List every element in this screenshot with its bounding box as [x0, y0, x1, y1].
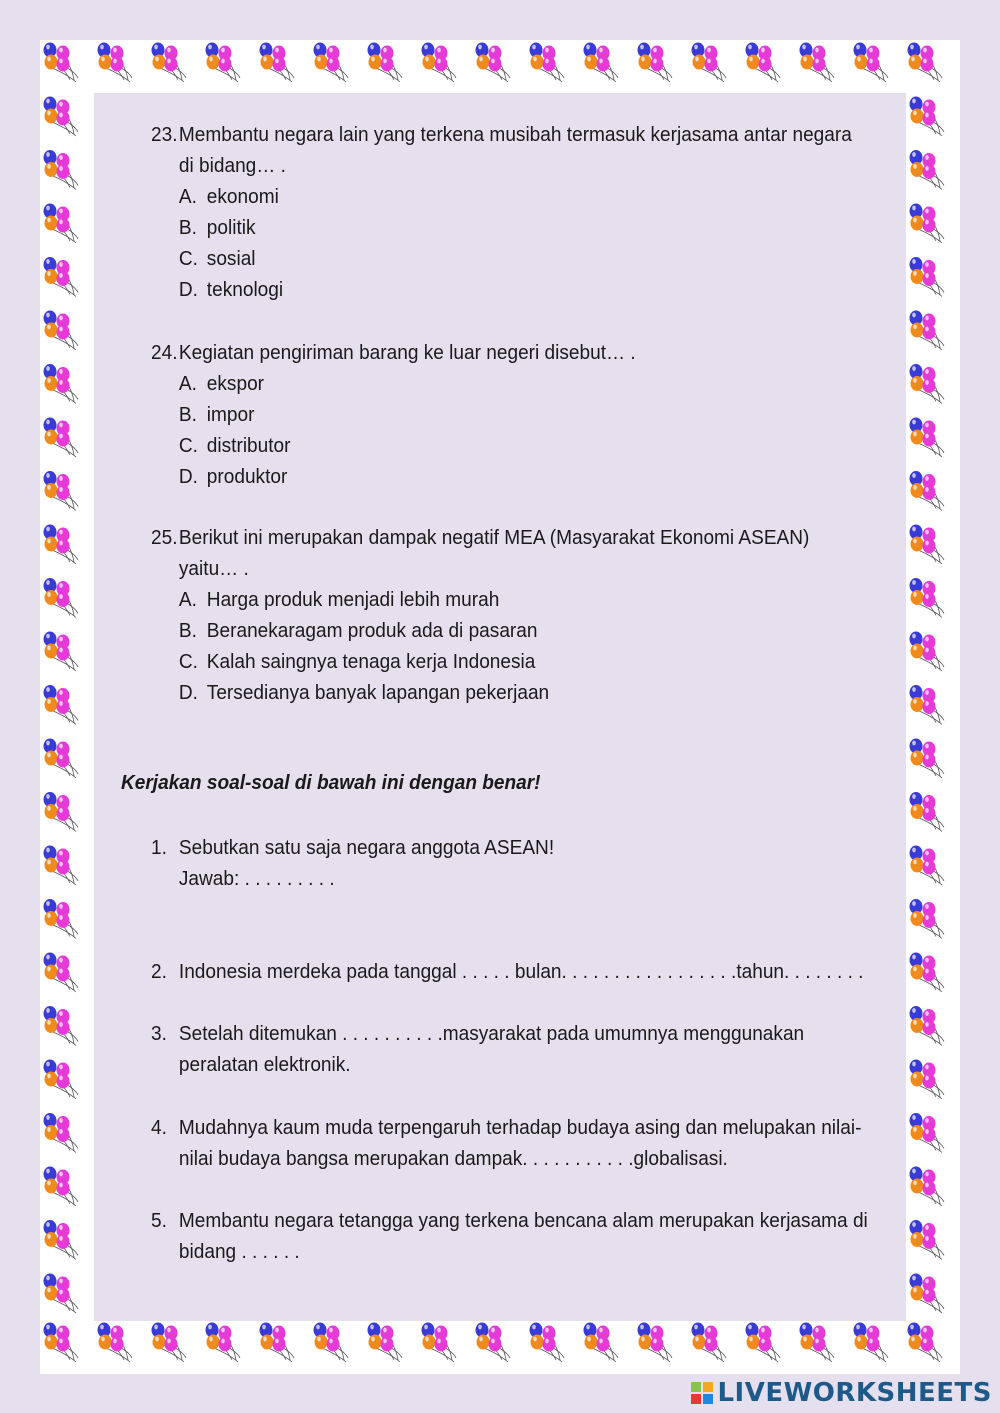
- balloon-cluster: [910, 578, 945, 618]
- balloon-cluster: [584, 43, 619, 83]
- balloon-cluster: [910, 1220, 945, 1260]
- balloon-cluster: [44, 1006, 79, 1046]
- balloon-cluster: [910, 632, 945, 672]
- question-number: 2.: [151, 960, 167, 983]
- balloon-cluster: [44, 846, 79, 886]
- question-text: di bidang… .: [178, 154, 286, 177]
- balloon-cluster: [476, 43, 511, 83]
- balloon-cluster: [800, 1323, 835, 1363]
- balloon-cluster: [746, 1323, 781, 1363]
- balloon-cluster: [44, 204, 79, 244]
- question-number: 3.: [151, 1022, 167, 1045]
- balloon-cluster: [98, 43, 133, 83]
- balloon-cluster: [314, 43, 349, 83]
- balloon-cluster: [44, 632, 79, 672]
- option-a[interactable]: A. ekonomi: [178, 185, 279, 208]
- balloon-cluster: [530, 1323, 565, 1363]
- balloon-cluster: [206, 1323, 241, 1363]
- balloon-cluster: [44, 685, 79, 725]
- balloon-cluster: [638, 1323, 673, 1363]
- balloon-cluster: [314, 1323, 349, 1363]
- balloon-cluster: [44, 471, 79, 511]
- question-number: 25.: [151, 526, 178, 549]
- question-text: Membantu negara lain yang terkena musibah termasuk kerjasama antar negara: [178, 123, 852, 146]
- balloon-cluster: [44, 792, 79, 832]
- balloon-cluster: [368, 43, 403, 83]
- balloon-cluster: [908, 43, 943, 83]
- balloon-cluster: [368, 1323, 403, 1363]
- answer-blank[interactable]: Jawab: . . . . . . . . .: [178, 867, 335, 890]
- question-number: 1.: [151, 836, 167, 859]
- liveworksheets-logo[interactable]: [691, 1378, 992, 1408]
- question-number: 24.: [151, 341, 178, 364]
- question-text: Membantu negara tetangga yang terkena bencana alam merupakan kerjasama di: [178, 1209, 868, 1232]
- brand-name: LIVEWORKSHEETS: [717, 1378, 992, 1408]
- balloon-cluster: [44, 1274, 79, 1314]
- question-number: 5.: [151, 1209, 167, 1232]
- balloon-cluster: [910, 953, 945, 993]
- balloon-cluster: [422, 1323, 457, 1363]
- balloon-cluster: [44, 578, 79, 618]
- balloon-cluster: [44, 364, 79, 404]
- balloon-cluster: [44, 1113, 79, 1153]
- option-d[interactable]: D. Tersedianya banyak lapangan pekerjaan: [178, 681, 550, 704]
- balloon-cluster: [584, 1323, 619, 1363]
- balloon-cluster: [854, 43, 889, 83]
- balloon-cluster: [152, 1323, 187, 1363]
- section-title: Kerjakan soal-soal di bawah ini dengan benar!: [121, 771, 541, 794]
- balloon-cluster: [44, 1167, 79, 1207]
- balloon-cluster: [910, 1167, 945, 1207]
- question-number: 23.: [151, 123, 178, 146]
- balloon-cluster: [908, 1323, 943, 1363]
- balloon-cluster: [910, 471, 945, 511]
- balloon-cluster: [854, 1323, 889, 1363]
- question-text: Berikut ini merupakan dampak negatif MEA (Masyarakat Ekonomi ASEAN): [178, 526, 810, 549]
- balloon-cluster: [910, 364, 945, 404]
- balloon-cluster: [910, 150, 945, 190]
- balloon-cluster: [476, 1323, 511, 1363]
- option-b[interactable]: B. impor: [178, 403, 255, 426]
- question-text: Sebutkan satu saja negara anggota ASEAN!: [178, 836, 555, 859]
- balloon-cluster: [910, 1060, 945, 1100]
- balloon-cluster: [692, 43, 727, 83]
- balloon-cluster: [910, 792, 945, 832]
- balloon-cluster: [44, 1323, 79, 1363]
- liveworksheets-logo-icon: [691, 1382, 713, 1404]
- balloon-cluster: [910, 899, 945, 939]
- option-a[interactable]: A. Harga produk menjadi lebih murah: [178, 588, 500, 611]
- question-text: Kegiatan pengiriman barang ke luar negeri disebut… .: [178, 341, 636, 364]
- balloon-cluster: [910, 739, 945, 779]
- question-text[interactable]: nilai budaya bangsa merupakan dampak. . . . . . . . . . .globalisasi.: [178, 1147, 728, 1170]
- balloon-cluster: [910, 1113, 945, 1153]
- balloon-cluster: [260, 1323, 295, 1363]
- balloon-cluster: [910, 1274, 945, 1314]
- option-b[interactable]: B. Beranekaragam produk ada di pasaran: [178, 619, 538, 642]
- balloon-cluster: [910, 525, 945, 565]
- question-text[interactable]: Indonesia merdeka pada tanggal . . . . . bulan. . . . . . . . . . . . . . . . .tahun. . . . . . . .: [178, 960, 864, 983]
- balloon-cluster: [44, 953, 79, 993]
- balloon-cluster: [44, 1060, 79, 1100]
- option-a[interactable]: A. ekspor: [178, 372, 265, 395]
- balloon-cluster: [98, 1323, 133, 1363]
- option-d[interactable]: D. teknologi: [178, 278, 284, 301]
- balloon-cluster: [910, 257, 945, 297]
- option-c[interactable]: C. Kalah saingnya tenaga kerja Indonesia: [178, 650, 536, 673]
- balloon-cluster: [910, 1006, 945, 1046]
- question-text: peralatan elektronik.: [178, 1053, 351, 1076]
- question-number: 4.: [151, 1116, 167, 1139]
- question-text: Mudahnya kaum muda terpengaruh terhadap budaya asing dan melupakan nilai-: [178, 1116, 862, 1139]
- balloon-cluster: [746, 43, 781, 83]
- balloon-cluster: [910, 846, 945, 886]
- option-c[interactable]: C. distributor: [178, 434, 291, 457]
- balloon-cluster: [44, 739, 79, 779]
- option-b[interactable]: B. politik: [178, 216, 256, 239]
- question-text[interactable]: bidang . . . . . .: [178, 1240, 300, 1263]
- balloon-cluster: [44, 525, 79, 565]
- option-c[interactable]: C. sosial: [178, 247, 256, 270]
- balloon-cluster: [44, 418, 79, 458]
- balloon-cluster: [44, 899, 79, 939]
- balloon-cluster: [260, 43, 295, 83]
- balloon-cluster: [910, 204, 945, 244]
- balloon-cluster: [44, 43, 79, 83]
- balloon-cluster: [910, 97, 945, 137]
- balloon-cluster: [44, 1220, 79, 1260]
- balloon-cluster: [206, 43, 241, 83]
- balloon-cluster: [910, 311, 945, 351]
- balloon-cluster: [910, 418, 945, 458]
- balloon-cluster: [422, 43, 457, 83]
- balloon-cluster: [638, 43, 673, 83]
- balloon-cluster: [692, 1323, 727, 1363]
- question-text[interactable]: Setelah ditemukan . . . . . . . . . .masyarakat pada umumnya menggunakan: [178, 1022, 805, 1045]
- balloon-cluster: [44, 97, 79, 137]
- option-d[interactable]: D. produktor: [178, 465, 288, 488]
- balloon-cluster: [44, 311, 79, 351]
- balloon-cluster: [44, 150, 79, 190]
- balloon-cluster: [152, 43, 187, 83]
- balloon-cluster: [530, 43, 565, 83]
- balloon-cluster: [44, 257, 79, 297]
- balloon-cluster: [800, 43, 835, 83]
- balloon-cluster: [910, 685, 945, 725]
- question-text: yaitu… .: [178, 557, 249, 580]
